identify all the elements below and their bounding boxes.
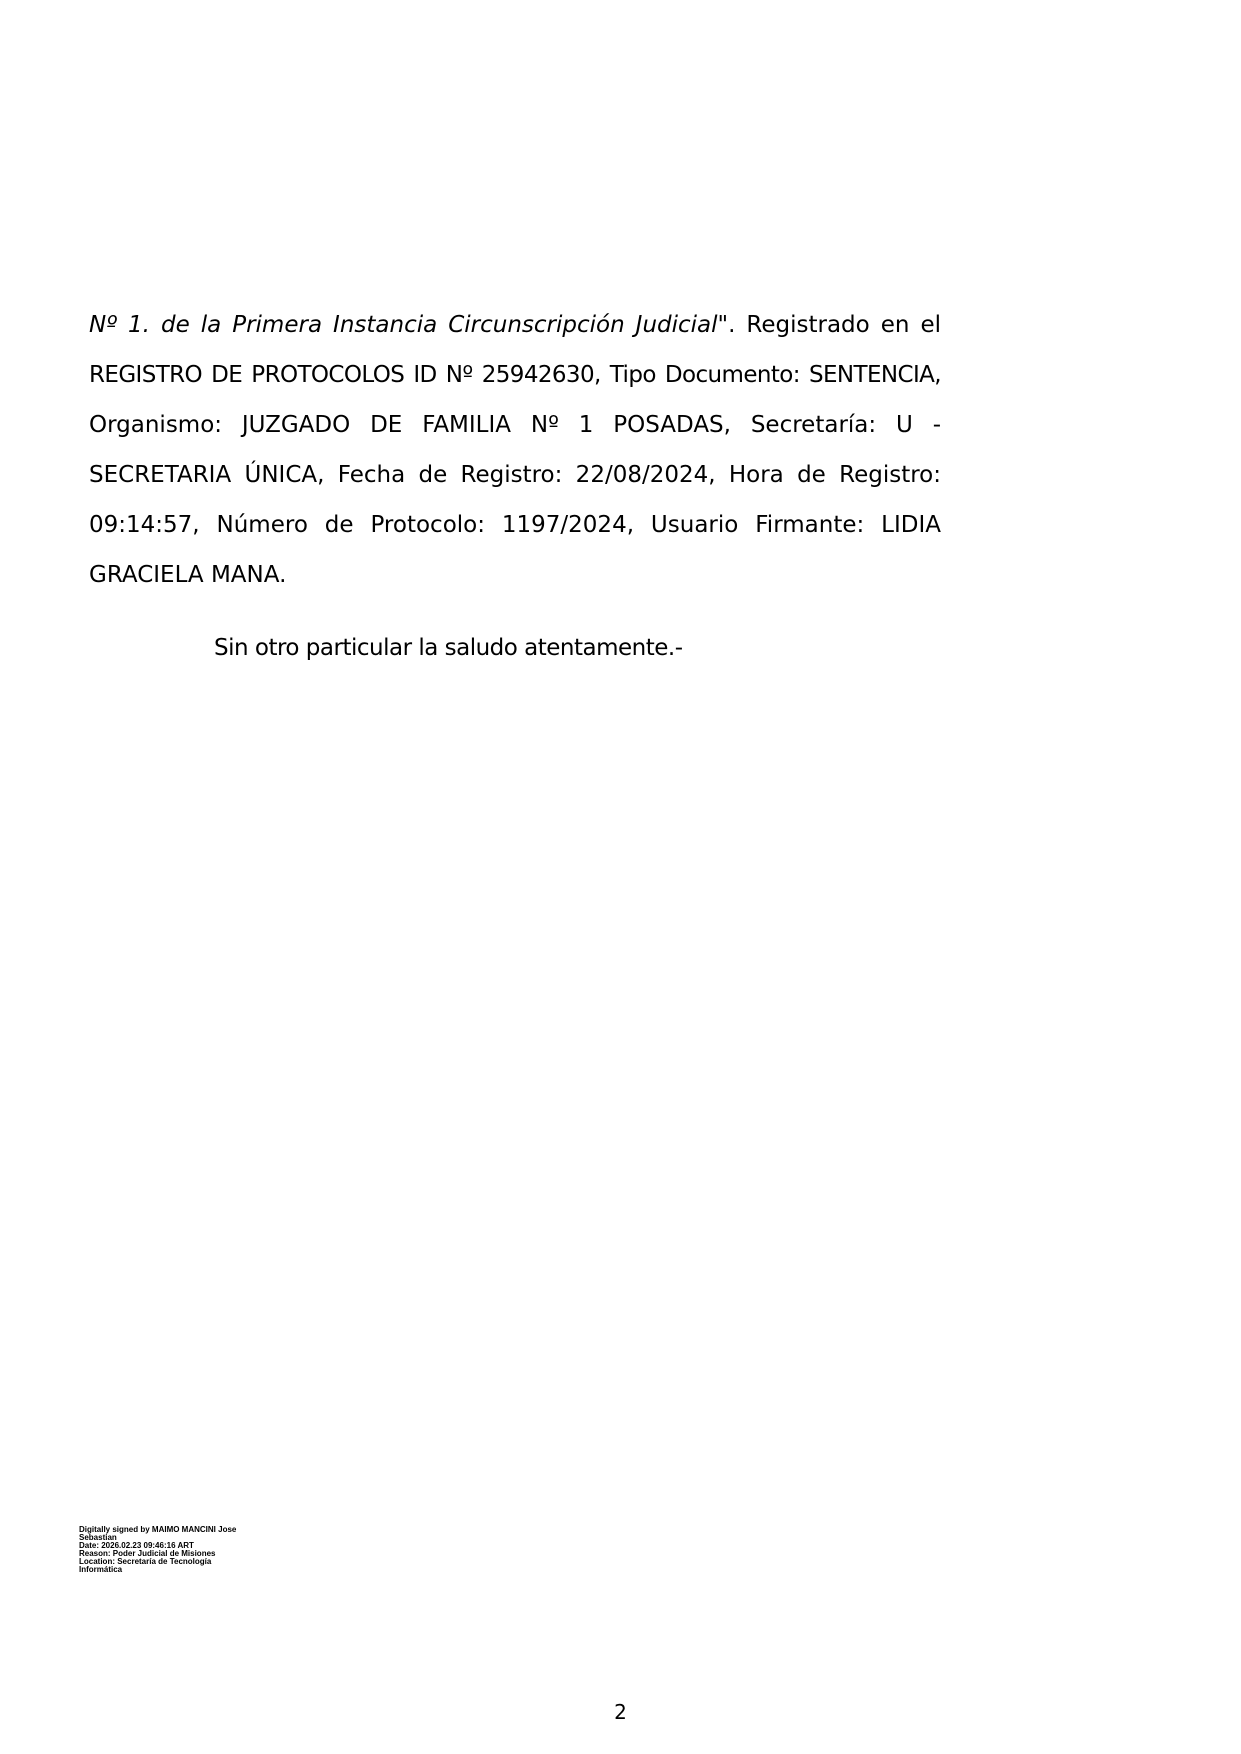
registration-intro: Registrado en el xyxy=(735,312,941,338)
digital-signature-stamp xyxy=(79,1526,259,1574)
body-paragraph xyxy=(89,300,941,600)
registration-details: Organismo: JUZGADO DE FAMILIA Nº 1 POSADAS, Secretaría: U - SECRETARIA ÚNICA, Fecha de Registro: 22/08/2024, Hora de Registro: 09:14:57, Número de Protocolo: 1197/2024, Usuario Firmante: LIDIA GRACIELA MANA. xyxy=(89,412,941,588)
signature-location: Location: Secretaría de Tecnología xyxy=(79,1557,212,1566)
signature-reason: Reason: Poder Judicial de Misiones xyxy=(79,1549,216,1558)
signature-location-cont: Informática xyxy=(79,1565,123,1574)
page-number: 2 xyxy=(614,1700,627,1724)
signature-date: Date: 2026.02.23 09:46:16 ART xyxy=(79,1541,194,1550)
closing-salutation: Sin otro particular la saludo atentamente.- xyxy=(214,635,683,661)
protocol-registry-line: REGISTRO DE PROTOCOLOS ID Nº 25942630, Tipo Documento: SENTENCIA, xyxy=(89,362,941,388)
quote-close: ". xyxy=(717,312,736,338)
signature-signer-name: Sebastian xyxy=(79,1533,117,1542)
court-name-italic: Nº 1. de la Primera Instancia Circunscripción Judicial xyxy=(89,312,718,338)
signature-signed-by: Digitally signed by MAIMO MANCINI Jose xyxy=(79,1525,237,1534)
